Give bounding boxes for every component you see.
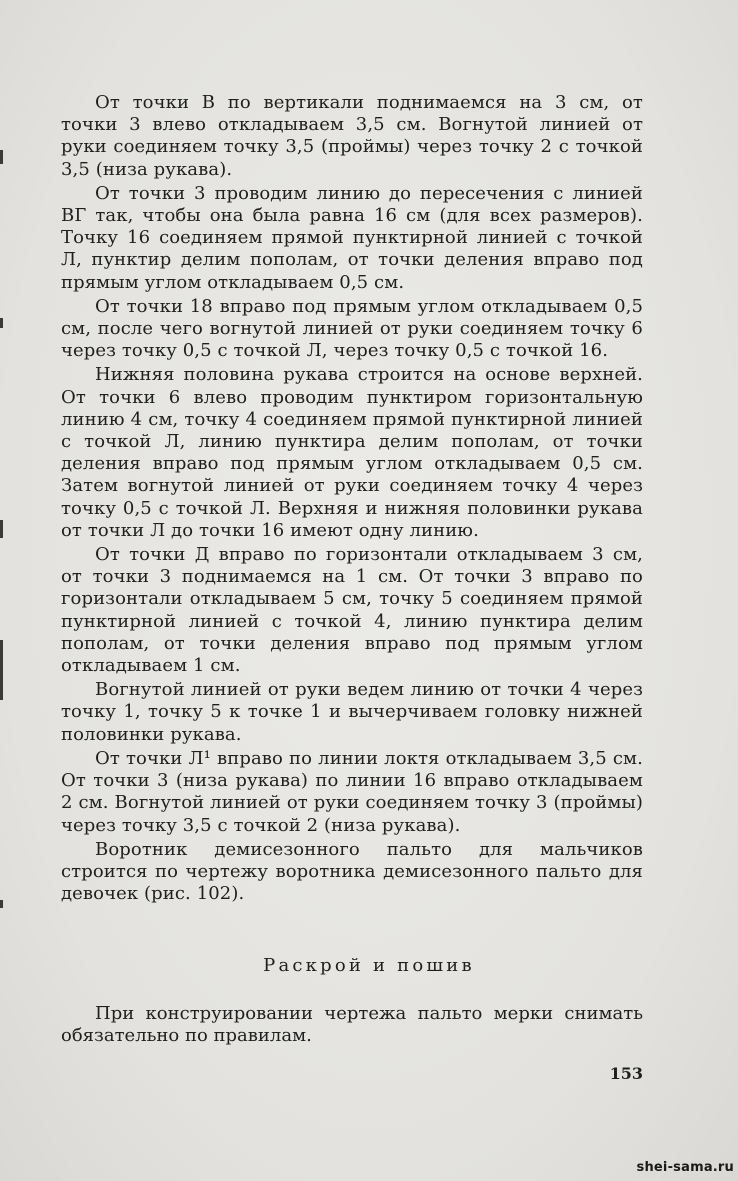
paragraph: От точки Л¹ вправо по линии локтя откладываем 3,5 см. От точки 3 (низа рукава) по линии 16 вправо откладываем 2 см. Вогнутой линией от руки соединяем точку 3 (проймы) через точку 3,5 с точкой 2 (низа рукава).: [61, 747, 643, 836]
paragraph: При конструировании чертежа пальто мерки снимать обязательно по правилам.: [61, 1003, 643, 1047]
section-title: Раскрой и пошив: [263, 955, 475, 976]
spine-mark: [0, 150, 3, 164]
paragraph: Вогнутой линией от руки ведем линию от точки 4 через точку 1, точку 5 к точке 1 и вычерчиваем головку нижней половинки рукава.: [61, 679, 643, 745]
paragraph: Нижняя половина рукава строится на основе верхней. От точки 6 влево проводим пунктиром горизонтальную линию 4 см, точку 4 соединяем прямой пунктирной линией с точкой Л, линию пунктира делим пополам, от точки деления вправо под прямым углом откладываем 0,5 см. Затем вогнутой линией от руки соединяем точку 4 через точку 0,5 с точкой Л. Верхняя и нижняя половинки рукава от точки Л до точки 16 имеют одну линию.: [61, 364, 643, 541]
spine-mark: [0, 520, 3, 538]
paragraph: От точки В по вертикали поднимаемся на 3 см, от точки 3 влево откладываем 3,5 см. Вогнутой линией от руки соединяем точку 3,5 (проймы) через точку 2 с точкой 3,5 (низа рукава).: [61, 92, 643, 180]
watermark-text: shei-sama.ru: [636, 1160, 734, 1175]
paragraph: От точки 3 проводим линию до пересечения с линией ВГ так, чтобы она была равна 16 см (для всех размеров). Точку 16 соединяем прямой пунктирной линией с точкой Л, пунктир делим пополам, от точки деления вправо под прямым углом откладываем 0,5 см.: [61, 182, 643, 293]
page-number: 153: [609, 1064, 643, 1083]
paragraph: От точки Д вправо по горизонтали откладываем 3 см, от точки 3 поднимаемся на 1 см. От точки 3 вправо по горизонтали откладываем 5 см, точку 5 соединяем прямой пунктирной линией с точкой 4, линию пунктира делим пополам, от точки деления вправо под прямым углом откладываем 1 см.: [61, 544, 643, 677]
spine-mark: [0, 640, 3, 700]
paragraph: От точки 18 вправо под прямым углом откладываем 0,5 см, после чего вогнутой линией от руки соединяем точку 6 через точку 0,5 с точкой Л, через точку 0,5 с точкой 16.: [61, 295, 643, 362]
body-text: [61, 92, 643, 905]
spine-mark: [0, 900, 3, 908]
spine-mark: [0, 318, 3, 328]
paragraph: Воротник демисезонного пальто для мальчиков строится по чертежу воротника демисезонного пальто для девочек (рис. 102).: [61, 838, 643, 905]
